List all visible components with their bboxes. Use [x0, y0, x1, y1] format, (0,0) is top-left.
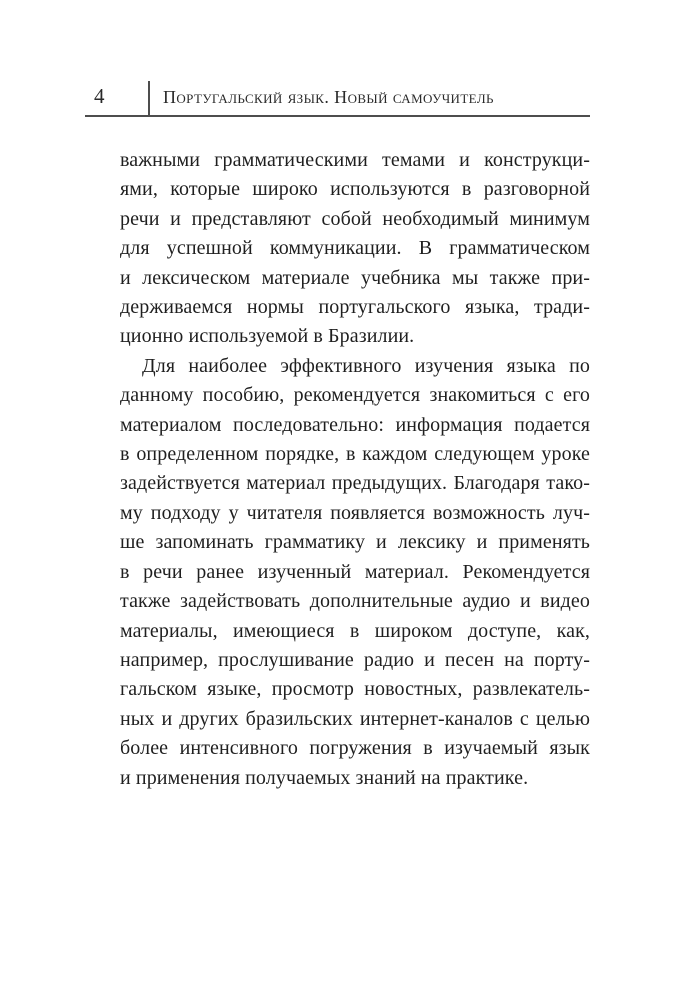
text-line: для успешной коммуникации. В грамматическом	[120, 237, 590, 260]
text-line: и применения получаемых знаний на практике.	[120, 766, 529, 789]
text-line: ных и других бразильских интернет-каналов с целью	[120, 707, 590, 730]
paragraph	[120, 352, 590, 793]
text-line: например, прослушивание радио и песен на порту-	[120, 648, 590, 671]
text-line: держиваемся нормы португальского языка, тради-	[120, 296, 590, 319]
text-line: также задействовать дополнительные аудио и видео	[120, 590, 590, 613]
text-line: более интенсивного погружения в изучаемый язык	[120, 737, 590, 760]
text-line: ями, которые широко используются в разговорной	[120, 178, 590, 201]
header-rule	[85, 115, 590, 117]
page-number: 4	[94, 84, 105, 108]
text-line: задействуется материал предыдущих. Благодаря тако-	[120, 472, 590, 495]
text-line: в речи ранее изученный материал. Рекомендуется	[120, 560, 590, 583]
text-line: му подходу у читателя появляется возможность луч-	[120, 501, 590, 524]
text-line: ционно используемой в Бразилии.	[120, 325, 415, 348]
text-line: Для наиболее эффективного изучения языка по	[142, 354, 590, 377]
text-line: речи и представляют собой необходимый минимум	[120, 207, 590, 230]
text-line: ше запоминать грамматику и лексику и применять	[120, 531, 590, 554]
text-line: в определенном порядке, в каждом следующем уроке	[120, 443, 590, 466]
body-text	[120, 146, 590, 793]
paragraph	[120, 146, 590, 352]
text-line: данному пособию, рекомендуется знакомиться с его	[120, 384, 590, 407]
text-line: важными грамматическими темами и конструкци-	[120, 149, 590, 171]
text-line: материалы, имеющиеся в широком доступе, как,	[120, 619, 590, 642]
text-line: и лексическом материале учебника мы также при-	[120, 266, 590, 289]
text-line: материалом последовательно: информация подается	[120, 413, 590, 436]
text-line: гальском языке, просмотр новостных, развлекатель-	[120, 678, 590, 701]
running-title: Португальский язык. Новый самоучитель	[163, 87, 494, 107]
header-vertical-divider	[148, 81, 150, 116]
